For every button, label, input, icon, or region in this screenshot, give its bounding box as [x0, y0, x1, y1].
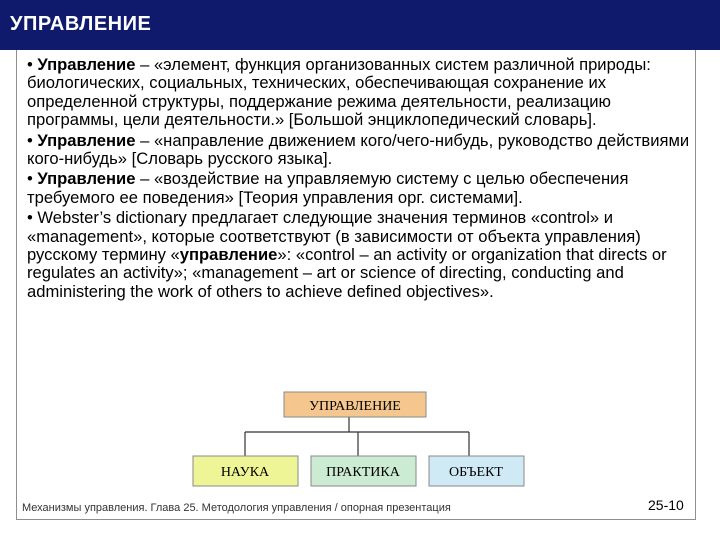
definition-text: – «воздействие на управляемую систему с целью обеспечения требуемого ее поведения» [Теория управления орг. системами].: [27, 169, 629, 207]
definition-term: управление: [179, 245, 278, 265]
definition-text-after: »: «control – an activity or organization that directs or regulates an activity»; «management – art or science of directing, conducting and administering the work of others to achieve defined objectives».: [27, 245, 667, 301]
footer-caption: Механизмы управления. Глава 25. Методология управления / опорная презентация: [22, 502, 451, 514]
bullet-marker: •: [27, 169, 38, 189]
bullet-marker: •: [27, 208, 38, 228]
object-label: ОБЪЕКТ: [449, 465, 503, 480]
definition-term: Управление: [37, 169, 136, 189]
definition-term: Управление: [37, 55, 136, 74]
root-label: УПРАВЛЕНИЕ: [309, 399, 401, 414]
slide-title: УПРАВЛЕНИЕ: [10, 13, 152, 35]
definition-term: Управление: [37, 130, 136, 150]
page-number: 25-10: [648, 497, 684, 513]
bullet-marker: •: [27, 55, 38, 74]
practice-label: ПРАКТИКА: [326, 465, 400, 480]
science-label: НАУКА: [220, 465, 270, 480]
definition-text: – «направление движением кого/чего-нибудь, руководство действиями кого-нибудь» [Словарь русского языка].: [27, 130, 690, 169]
definition-text: – «элемент, функция организованных систем различной природы: биологических, социальных, технических, обеспечивающая сохранение их определенной структуры, поддержание режима деятельности, реализацию программы, цели деятельности.» [Большой энциклопедический словарь].: [27, 55, 651, 130]
definition-text-before: Webster’s dictionary предлагает следующие значения терминов «control» и «management», которые соответствуют (в зависимости от объекта управления) русскому термину «: [27, 208, 641, 265]
bullet-marker: •: [27, 130, 38, 150]
